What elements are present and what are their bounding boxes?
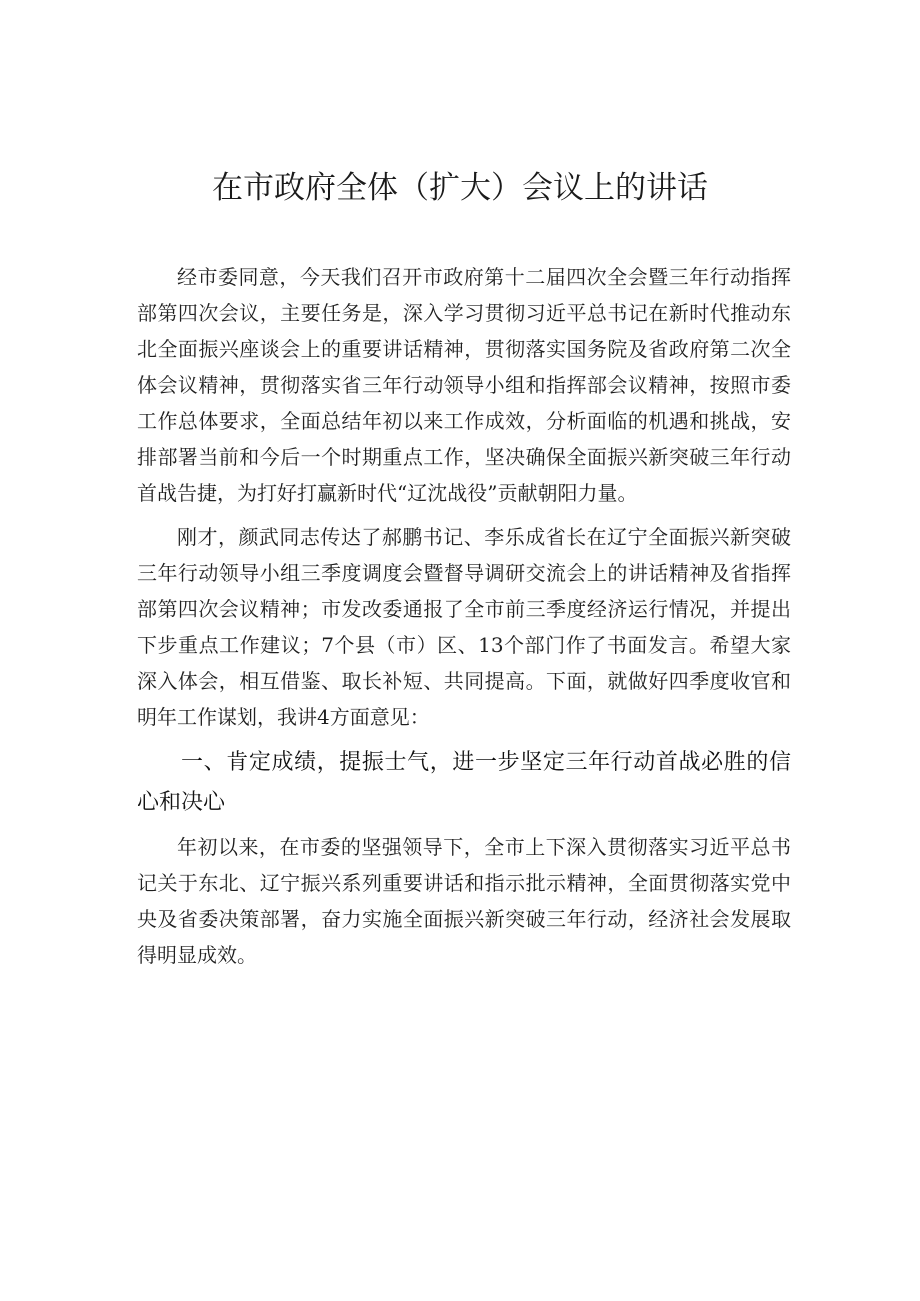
- document-body: [137, 259, 791, 981]
- section-1-paragraph: 年初以来，在市委的坚强领导下，全市上下深入贯彻落实习近平总书记关于东北、辽宁振兴系列重要讲话和指示批示精神，全面贯彻落实党中央及省委决策部署，奋力实施全面振兴新突破三年行动，经济社会发展取得明显成效。: [137, 835, 791, 967]
- document-title: 在市政府全体（扩大）会议上的讲话: [212, 170, 708, 206]
- body-paragraph-1: 经市委同意，今天我们召开市政府第十二届四次全会暨三年行动指挥部第四次会议，主要任务是，深入学习贯彻习近平总书记在新时代推动东北全面振兴座谈会上的重要讲话精神，贯彻落实国务院及省政府第二次全体会议精神，贯彻落实省三年行动领导小组和指挥部会议精神，按照市委工作总体要求，全面总结年初以来工作成效，分析面临的机遇和挑战，安排部署当前和今后一个时期重点工作，坚决确保全面振兴新突破三年行动首战告捷，为打好打赢新时代“辽沈战役”贡献朝阳力量。: [137, 265, 791, 505]
- section-heading-1: 一、肯定成绩，提振士气，进一步坚定三年行动首战必胜的信心和决心: [137, 750, 791, 815]
- body-paragraph-2: 刚才，颜武同志传达了郝鹏书记、李乐成省长在辽宁全面振兴新突破三年行动领导小组三季度调度会暨督导调研交流会上的讲话精神及省指挥部第四次会议精神；市发改委通报了全市前三季度经济运行情况，并提出下步重点工作建议；7个县（市）区、13个部门作了书面发言。希望大家深入体会，相互借鉴、取长补短、共同提高。下面，就做好四季度收官和明年工作谋划，我讲4方面意见：: [137, 525, 791, 729]
